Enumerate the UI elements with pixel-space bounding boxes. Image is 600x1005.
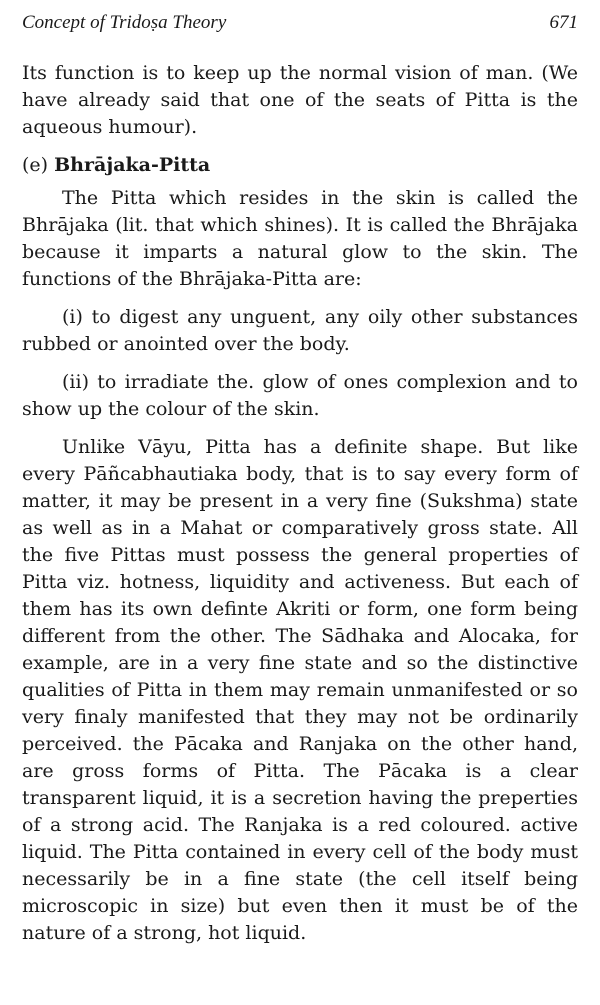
paragraph-1: Its function is to keep up the normal vision of man. (We have already said that one of the seats of Pitta is the aqueous humour). <box>22 62 578 138</box>
section-label: (e) <box>22 154 49 176</box>
paragraph-4: (ii) to irradiate the. glow of ones complexion and to show up the colour of the skin. <box>22 371 578 420</box>
section-title: Bhrājaka-Pitta <box>54 154 211 176</box>
running-header <box>22 12 578 38</box>
paragraph-2: The Pitta which resides in the skin is called the Bhrājaka (lit. that which shines). It is called the Bhrājaka because it imparts a natural glow to the skin. The functions of the Bhrājaka-Pitta are: <box>22 187 578 290</box>
body-text <box>22 60 578 947</box>
running-title: Concept of Tridoṣa Theory <box>22 12 227 33</box>
paragraph-3: (i) to digest any unguent, any oily other substances rubbed or anointed over the body. <box>22 306 578 355</box>
page-number: 671 <box>549 12 578 33</box>
section-heading <box>22 152 578 179</box>
paragraph-5: Unlike Vāyu, Pitta has a definite shape. But like every Pāñcabhautiaka body, that is to say every form of matter, it may be present in a very fine (Sukshma) state as well as in a Mahat or comparatively gross state. All the five Pittas must possess the general properties of Pitta viz. hotness, liquidity and activeness. But each of them has its own definte Akriti or form, one form being different from the other. The Sādhaka and Alocaka, for example, are in a very fine state and so the distinctive qualities of Pitta in them may remain unmanifested or so very finaly manifested that they may not be ordinarily perceived. the Pācaka and Ranjaka on the other hand, are gross forms of Pitta. The Pācaka is a clear transparent liquid, it is a secretion having the preperties of a strong acid. The Ranjaka is a red coloured. active liquid. The Pitta contained in every cell of the body must necessarily be in a fine state (the cell itself being microscopic in size) but even then it must be of the nature of a strong, hot liquid. <box>22 436 578 944</box>
book-page <box>22 0 578 1005</box>
